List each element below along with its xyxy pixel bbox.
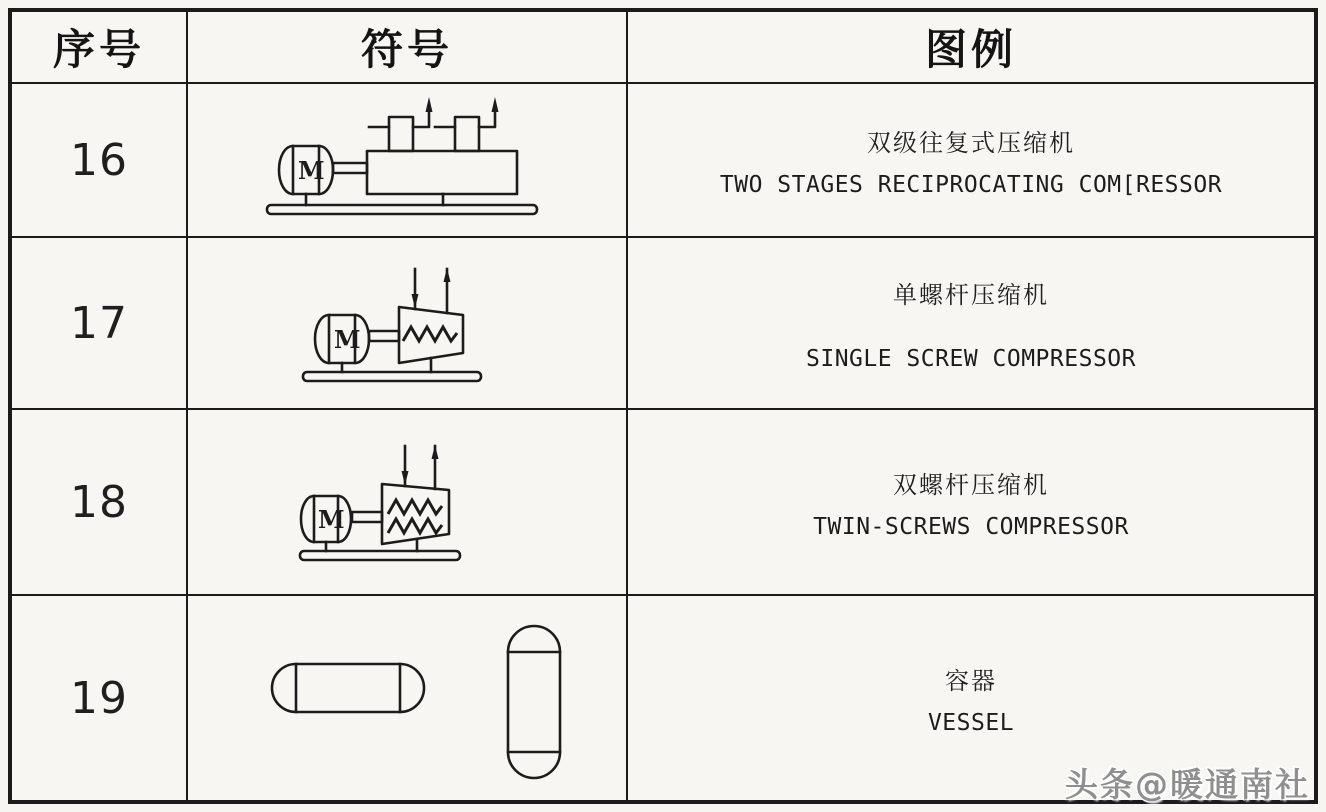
header-legend	[628, 12, 1314, 84]
table-row-17-legend	[628, 238, 1314, 410]
header-symbol-label: 符号	[360, 25, 453, 74]
table-row-18-legend	[628, 410, 1314, 596]
table-row-17-number	[12, 238, 188, 410]
vessel-icons	[242, 598, 572, 798]
motor-label: M	[298, 156, 325, 185]
header-serial-number	[12, 12, 188, 84]
legend-chinese: 双级往复式压缩机	[867, 128, 1075, 157]
table-row-16-symbol	[188, 84, 628, 238]
legend-english: VESSEL	[927, 709, 1015, 736]
legend-english: TWO STAGES RECIPROCATING COM[RESSOR	[719, 171, 1223, 198]
serial-number: 17	[70, 297, 128, 349]
legend-chinese: 单螺杆压缩机	[893, 280, 1049, 309]
motor-label: M	[334, 325, 361, 354]
motor-label: M	[318, 505, 345, 534]
table-row-18-number	[12, 410, 188, 596]
serial-number: 18	[70, 476, 128, 528]
table-row-18-symbol	[188, 410, 628, 596]
table-row-17-symbol	[188, 238, 628, 410]
legend-chinese: 容器	[945, 666, 997, 695]
table-row-19-number	[12, 596, 188, 800]
twin-screw-compressor-icon	[267, 436, 547, 568]
table-row-16-number	[12, 84, 188, 238]
header-legend-label: 图例	[924, 25, 1017, 74]
two-stage-reciprocating-compressor-icon	[257, 96, 557, 224]
table-row-19-symbol	[188, 596, 628, 800]
legend-english: SINGLE SCREW COMPRESSOR	[806, 345, 1136, 372]
serial-number: 16	[70, 134, 128, 186]
watermark: 头条@暖通南社	[1065, 765, 1310, 804]
legend-chinese: 双螺杆压缩机	[893, 470, 1049, 499]
serial-number: 19	[70, 672, 128, 724]
single-screw-compressor-icon	[267, 257, 547, 389]
legend-table	[8, 8, 1318, 804]
header-symbol	[188, 12, 628, 84]
legend-english: TWIN-SCREWS COMPRESSOR	[813, 513, 1129, 540]
header-serial-number-label: 序号	[52, 25, 145, 74]
table-row-16-legend	[628, 84, 1314, 238]
